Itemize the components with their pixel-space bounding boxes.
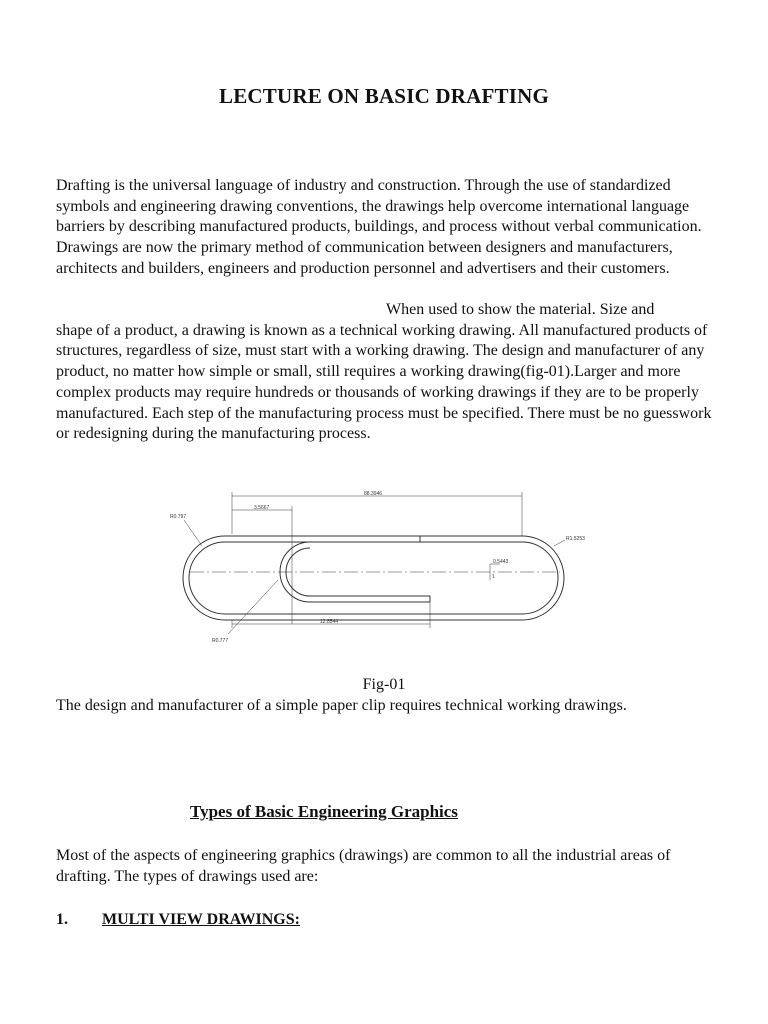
dim-small-mark: 1 bbox=[492, 574, 495, 580]
paper-clip-drawing bbox=[150, 484, 620, 654]
clip-outer-wire-inner bbox=[189, 542, 558, 614]
dim-overall: 88.3946 bbox=[364, 491, 383, 497]
dim-left-radius: R0.797 bbox=[170, 514, 187, 520]
figure-caption: Fig-01 bbox=[362, 676, 406, 693]
dim-right-radius: R1.5253 bbox=[566, 536, 585, 542]
list-item-number: 1. bbox=[56, 911, 68, 928]
paper-clip-svg bbox=[150, 484, 620, 654]
types-paragraph: Most of the aspects of engineering graphics (drawings) are common to all the industrial areas of drafting. The types of drawings used are: bbox=[56, 847, 671, 885]
dim-gap: 0.5443 bbox=[493, 559, 509, 565]
dim-bottom: 12.8544 bbox=[320, 619, 339, 625]
figure-description: The design and manufacturer of a simple paper clip requires technical working drawings. bbox=[56, 697, 627, 714]
list-item bbox=[56, 911, 300, 929]
clip-outer-wire bbox=[183, 536, 564, 620]
dim-bottom-radius: R0.777 bbox=[212, 638, 229, 644]
dim-offset: 3.5667 bbox=[254, 505, 270, 511]
list-item-label: MULTI VIEW DRAWINGS: bbox=[102, 911, 300, 928]
working-drawing-paragraph bbox=[56, 300, 716, 445]
paragraph-body: shape of a product, a drawing is known as a technical working drawing. All manufactured products of structures, regardless of size, must start with a working drawing. The design and manufacturer of any product, no matter how simple or small, still requires a working drawing(fig-01).Larger and more complex products may require hundreds or thousands of working drawings if they are to be properly manufactured. Each step of the manufacturing process must be specified. There must be no guesswork or redesigning during the manufacturing process. bbox=[56, 321, 712, 443]
paragraph-lead-line: When used to show the material. Size and bbox=[386, 301, 655, 318]
page-title: LECTURE ON BASIC DRAFTING bbox=[219, 84, 549, 108]
intro-paragraph: Drafting is the universal language of industry and construction. Through the use of standardized symbols and engineering drawing conventions, the drawings help overcome international language barriers by describing manufactured products, buildings, and process without verbal communication. Drawings are now the primary method of communication between designers and manufacturers, architects and builders, engineers and production personnel and advertisers and their customers. bbox=[56, 177, 702, 277]
section-heading: Types of Basic Engineering Graphics bbox=[190, 802, 458, 821]
